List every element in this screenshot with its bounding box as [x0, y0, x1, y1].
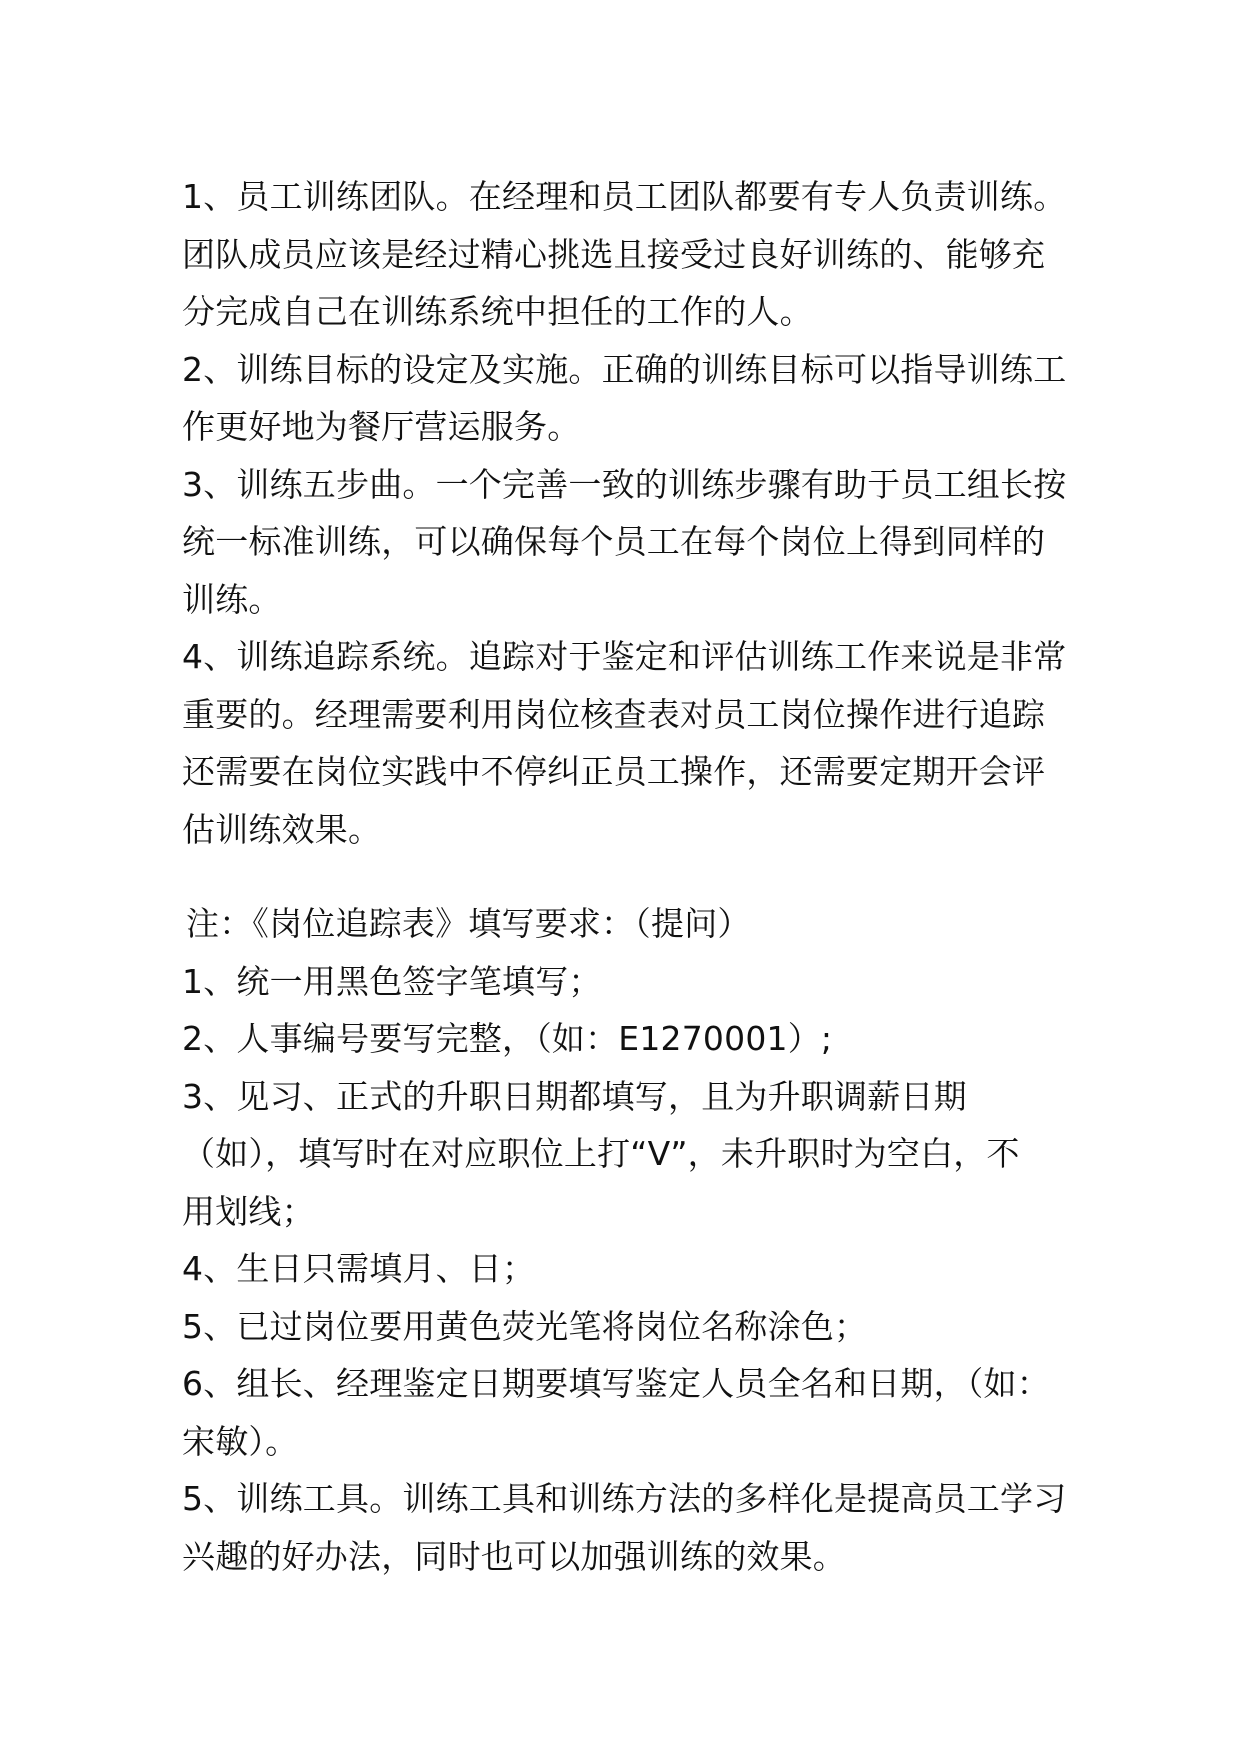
note-item-highlight [182, 1298, 1082, 1356]
training-system-section [182, 168, 1082, 858]
text-line: 4、生日只需填月、日； [182, 1249, 536, 1288]
text-line: 1、统一用黑色签字笔填写； [182, 961, 602, 1001]
text-line: 估训练效果。 [182, 809, 382, 849]
text-line: 团队成员应该是经过精心挑选且接受过良好训练的、能够充 [182, 234, 1046, 274]
text-line: 1、员工训练团队。在经理和员工团队都要有专人负责训练。 [182, 177, 1067, 216]
note-item-promotion-date [182, 1068, 1082, 1241]
text-line: 6、组长、经理鉴定日期要填写鉴定人员全名和日期，（如： [182, 1364, 1050, 1403]
item-training-goals [182, 341, 1082, 456]
text-line: 宋敏）。 [182, 1421, 299, 1461]
item-tracking-system [182, 628, 1082, 858]
note-heading: 注：《岗位追踪表》填写要求：（提问） [186, 904, 751, 943]
text-line: 用划线； [182, 1191, 315, 1231]
text-line: 重要的。经理需要利用岗位核查表对员工岗位操作进行追踪 [182, 694, 1046, 734]
text-line: 还需要在岗位实践中不停纠正员工操作，还需要定期开会评 [182, 752, 1046, 791]
text-line: 4、训练追踪系统。追踪对于鉴定和评估训练工作来说是非常 [182, 637, 1067, 676]
text-line: 2、训练目标的设定及实施。正确的训练目标可以指导训练工 [182, 349, 1067, 389]
text-line: 统一标准训练，可以确保每个员工在每个岗位上得到同样的 [182, 522, 1046, 561]
text-line: 训练。 [182, 579, 282, 619]
text-line: 兴趣的好办法，同时也可以加强训练的效果。 [182, 1536, 846, 1576]
note-item-employee-id [182, 1010, 1082, 1068]
text-line: 作更好地为餐厅营运服务。 [182, 407, 581, 446]
text-line: 5、训练工具。训练工具和训练方法的多样化是提高员工学习 [182, 1479, 1067, 1518]
text-line: 3、见习、正式的升职日期都填写，且为升职调薪日期 [182, 1076, 967, 1116]
item-training-team [182, 168, 1082, 341]
text-line: 2、人事编号要写完整，（如：E1270001）; [182, 1019, 833, 1058]
note-item-appraisal-date [182, 1355, 1082, 1470]
text-line: 分完成自己在训练系统中担任的工作的人。 [182, 292, 813, 331]
note-item-birthday [182, 1240, 1082, 1298]
text-line: 3、训练五步曲。一个完善一致的训练步骤有助于员工组长按 [182, 464, 1067, 504]
tracking-form-notes-section [182, 895, 1082, 1585]
item-training-tools [182, 1470, 1082, 1585]
note-item-pen [182, 953, 1082, 1011]
text-line: （如），填写时在对应职位上打“V”，未升职时为空白，不 [182, 1134, 1020, 1173]
item-five-steps [182, 456, 1082, 629]
text-line: 5、已过岗位要用黄色荧光笔将岗位名称涂色； [182, 1306, 868, 1346]
